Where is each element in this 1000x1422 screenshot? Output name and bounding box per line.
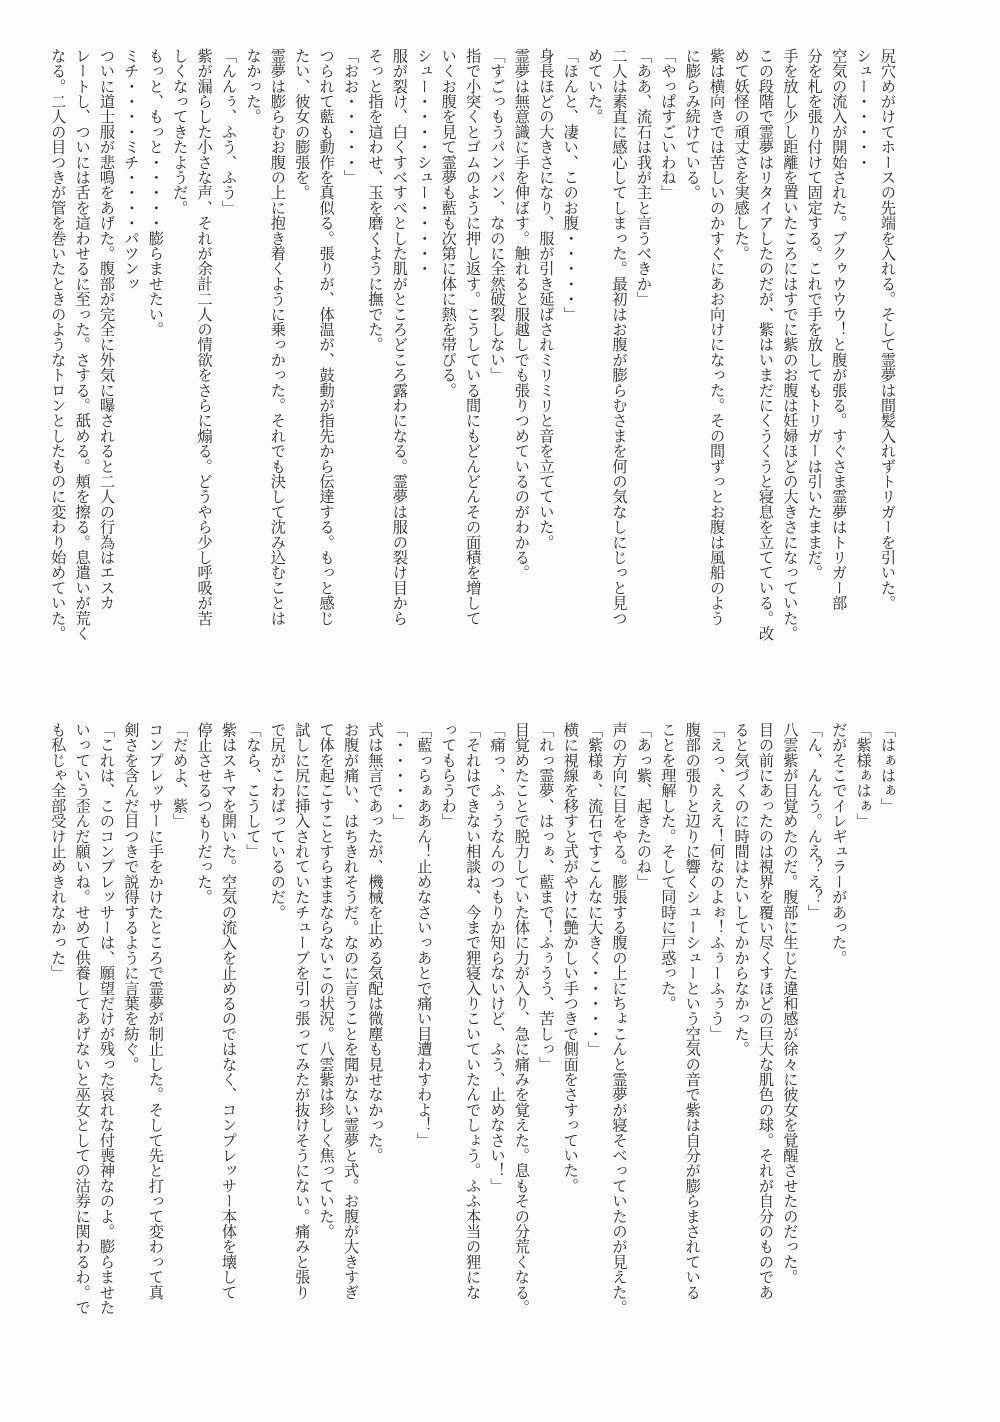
text-line: も私じゃ全部受け止めきれなかった」: [49, 722, 68, 981]
text-line: つられて藍も動作を真似る。張りが、体温が、鼓動が指先から伝達する。もっと感じ: [317, 48, 336, 626]
text-line: 「おお・・・・・」: [342, 48, 361, 185]
text-line: 「紫様ぁはぁ」: [854, 722, 873, 829]
text-line: ってもらうわ」: [439, 722, 458, 829]
text-line: 停止させるつもりだった。: [195, 722, 214, 905]
text-line: 「・・・・・」: [390, 722, 409, 829]
text-line: お腹が痛い、はちきれそうだ。なのに言うことを聞かない霊夢と式。お腹が大きすぎ: [342, 722, 361, 1300]
text-line: 「これは、このコンプレッサーは、願望だけが残った哀れな付喪神なのよ。膨らませた: [98, 722, 116, 1315]
text-line: 身長ほどの大きさになり、服が引き延ばされミリミリと音を立てていた。: [537, 48, 556, 550]
text-line: 尻穴めがけてホースの先端を入れる。そして霊夢は間髪入れずトリガーを引いた。: [879, 48, 897, 611]
text-line: 「えっ、えええ！何なのよぉ！ふぅーふぅう」: [708, 722, 727, 1042]
text-line: めていた。: [586, 48, 605, 124]
top-text-block: [49, 48, 900, 670]
text-line: て体を起こすことすらままならないこの状況。八雲紫は珍しく焦っていた。: [317, 722, 336, 1239]
text-line: しくなってきたようだ。: [171, 48, 190, 216]
text-line: 「ほんと、凄い、このお腹・・・・・」: [561, 48, 580, 322]
text-line: コンプレッサーに手をかけたところで霊夢が制止した。そして先と打って変わって真: [146, 722, 165, 1300]
text-line: 紫はスキマを開いた。空気の流入を止めるのではなく、コンプレッサー本体を壊して: [220, 722, 239, 1300]
text-line: 手を放し少し距離を置いたころにはすでに紫のお腹は妊婦ほどの大きさになっていた。: [781, 48, 800, 641]
text-line: 「紫様ぁ、流石ですこんなに大きく・・・・・」: [586, 722, 605, 1057]
text-line: 指で小突くとゴムのように押し返す。こうしている間にもどんどんその面積を増して: [464, 48, 483, 626]
text-line: 「れっ霊夢、はっぁ、藍まで！ふぅうう、苦しっ」: [537, 722, 556, 1072]
text-line: 目の前にあったのは視界を覆い尽くすほどの巨大な肌色の球。それが自分のものであ: [756, 722, 775, 1300]
text-line: 「痛っ、ふぅうなんのつもりか知らないけど、ふう、止めなさい！」: [488, 722, 507, 1194]
text-line: 霊夢は膨らむお腹の上に抱き着くように乗っかった。それでも決して沈み込むことは: [268, 48, 287, 626]
text-line: シュー・・・・シュー・・・・・: [415, 48, 434, 276]
text-line: 「んんぅ、ふう、ふう」: [220, 48, 239, 216]
text-line: 霊夢は無意識に手を伸ばす。触れると服越しでも張りつめているのがわかる。: [512, 48, 531, 580]
text-line: 「すごっもうパンパン、なのに全然破裂しない」: [488, 48, 507, 383]
text-line: ると気づくのに時間はたいしてかからなかった。: [732, 722, 751, 1057]
text-line: 二人は素直に感心してしまった。最初はお腹が膨らむさまを何の気なしにじっと見つ: [610, 48, 629, 626]
text-line: たい、彼女の膨張を。: [293, 48, 312, 200]
text-line: 分を札を張り付けて固定する。これで手を放してもトリガーは引いたままだ。: [805, 48, 824, 580]
text-line: 空気の流入が開始された。ブクゥウウウ！と腹が張る。すぐさま霊夢はトリガー部: [830, 48, 849, 611]
text-line: なかった。: [244, 48, 263, 124]
text-line: 「あっ紫、起きたのね」: [634, 722, 653, 890]
text-line: ミチ・・・・ミチ・・・・パツンッ: [122, 48, 141, 292]
text-line: 試しに尻に挿入されていたチューブを引っ張ってみたが抜けそうにない。痛みと張り: [293, 722, 312, 1300]
text-line: 声の方向に目をやる。膨張する腹の上にちょこんと霊夢が寝そべっていたのが見えた。: [610, 722, 629, 1315]
text-line: この段階で霊夢はリタイアしたのだが、紫はいまだにくうくうと寝息を立てている。改: [756, 48, 775, 641]
text-line: 横に視線を移すと式がやけに艶かしい手つきで側面をさすっていた。: [561, 722, 580, 1194]
text-line: 紫は横向きでは苦しいのかすぐにあお向けになった。その間ずっとお腹は風船のよう: [708, 48, 727, 626]
text-line: で尻がこわばっているのだ。: [268, 722, 287, 920]
text-line: 「ん、んんう。んえ？え？」: [805, 722, 824, 920]
text-line: 式は無言であったが、機械を止める気配は微塵も見せなかった。: [366, 722, 385, 1163]
text-line: 「だめよ、紫」: [171, 722, 190, 829]
text-line: レートし、ついには舌を這わせるに至った。さする。舐める。頬を擦る。息遣いが荒く: [73, 48, 92, 641]
text-line: 「はぁはぁ」: [879, 722, 897, 814]
text-line: 剣さを含んだ目つきで説得するように言葉を紡ぐ。: [122, 722, 141, 1072]
text-line: だがそこでイレギュラーがあった。: [830, 722, 849, 966]
text-line: 服が裂け、白くすべすべとした肌がところどころ露わになる。霊夢は服の裂け目から: [390, 48, 409, 626]
text-line: 「それはできない相談ね、今まで狸寝入りこいていたんでしょう。ふふ本当の狸にな: [464, 722, 483, 1300]
text-line: ことを理解した。そして同時に戸惑った。: [659, 722, 678, 1011]
text-line: シュー・・・・・: [854, 48, 873, 170]
text-line: そっと指を這わせ、玉を磨くように撫でた。: [366, 48, 385, 352]
text-line: に膨らみ続けている。: [683, 48, 702, 200]
text-line: 紫が漏らした小さな声、それが余計二人の情欲をさらに煽る。どうやら少し呼吸が苦: [195, 48, 214, 626]
text-line: 目覚めたことで脱力していた体に力が入り、急に痛みを覚えた。息もその分荒くなる。: [512, 722, 531, 1315]
text-line: 「やっぱすごいわね」: [659, 48, 678, 200]
text-line: もっと、もっと・・・・・膨らませたい。: [146, 48, 165, 337]
text-line: 「なら、こうして」: [244, 722, 263, 859]
top-vertical-text: [49, 48, 900, 670]
bottom-text-block: [49, 722, 900, 1350]
bottom-vertical-text: [49, 722, 900, 1350]
text-line: ついに道士服が悲鳴をあげた。腹部が完全に外気に曝されると二人の行為はエスカ: [98, 48, 116, 611]
text-line: 「ああ、流石は我が主と言うべきか」: [634, 48, 653, 307]
text-line: 腹部の張りと辺りに響くシューシューという空気の音で紫は自分が膨らまされている: [683, 722, 702, 1300]
text-line: いっていう歪んだ願いね。せめて供養してあげないと巫女としての沽券に関わるわ。で: [73, 722, 92, 1315]
text-line: 「藍っらぁああん！止めなさいっあとで痛い目遭わすわよ！」: [415, 722, 434, 1148]
text-line: めて妖怪の頑丈さを実感した。: [732, 48, 751, 261]
text-line: 八雲紫が目覚めたのだ。腹部に生じた違和感が徐々に彼女を覚醒させたのだった。: [781, 722, 800, 1285]
text-line: なる。二人の目つきが管を巻いたときのようなトロンとしたものに変わり始めていた。: [49, 48, 68, 641]
text-line: いくお腹を見て霊夢も藍も次第に体に熱を帯びる。: [439, 48, 458, 398]
